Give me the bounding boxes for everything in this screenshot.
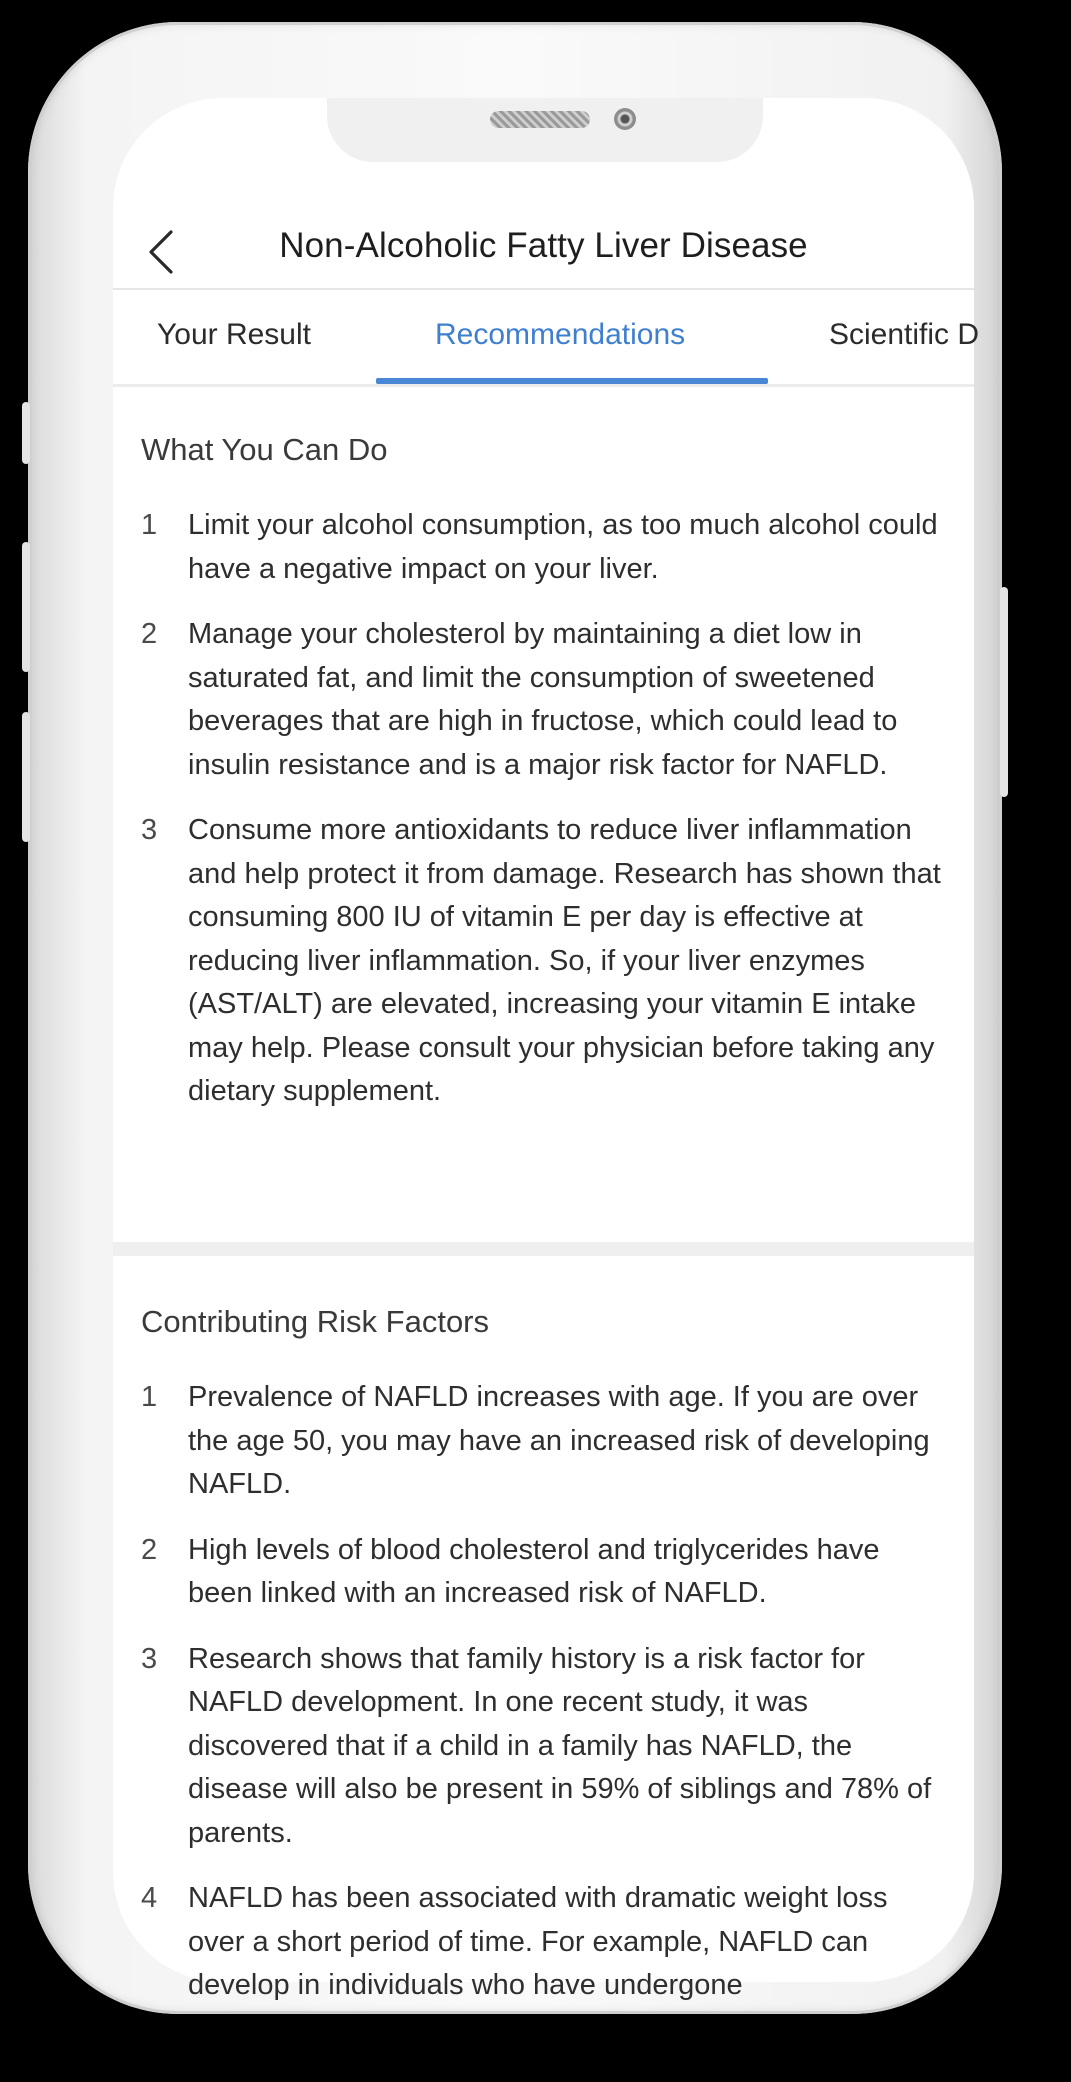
- app-header: [113, 208, 974, 288]
- list-item-number: 1: [141, 509, 158, 541]
- tab-recommendations[interactable]: Recommendations: [435, 318, 686, 351]
- list-item: [141, 1877, 941, 2008]
- tab-scientific-data[interactable]: Scientific D: [829, 318, 980, 351]
- tab-your-result[interactable]: Your Result: [157, 318, 311, 351]
- phone-notch: [327, 98, 763, 162]
- section-separator: [113, 1242, 974, 1256]
- list-item-text: Manage your cholesterol by maintaining a diet low in saturated fat, and limit the consumption of sweetened beverages that are high in fructose, which could lead to insulin resistance and is a major risk factor for NAFLD.: [188, 618, 898, 781]
- section-title-risk-factors: Contributing Risk Factors: [141, 1304, 490, 1339]
- speaker-grille: [490, 111, 590, 128]
- page-title: Non-Alcoholic Fatty Liver Disease: [279, 226, 808, 265]
- list-item-text: High levels of blood cholesterol and triglycerides have been linked with an increased risk of NAFLD.: [188, 1533, 880, 1609]
- list-item-text: Consume more antioxidants to reduce liver inflammation and help protect it from damage. Research has shown that consuming 800 IU of vitamin E per day is effective at reducing liver inflammation. So, if your liver enzymes (AST/ALT) are elevated, increasing your vitamin E intake may help. Please consult your physician before taking any dietary supplement.: [188, 814, 941, 1107]
- list-item-text: NAFLD has been associated with dramatic weight loss over a short period of time. For example, NAFLD can develop in individuals who have undergone: [188, 1882, 888, 2001]
- phone-side-button: [22, 402, 30, 464]
- list-item-number: 3: [141, 814, 158, 846]
- tab-bar: [113, 290, 980, 386]
- list-item: [141, 504, 941, 591]
- list-item: [141, 613, 941, 787]
- list-item: [141, 1638, 941, 1856]
- phone-side-button: [1000, 587, 1008, 797]
- list-item-number: 3: [141, 1642, 158, 1675]
- list-item: [141, 1529, 941, 1616]
- section-title-what-you-can-do: What You Can Do: [141, 432, 388, 467]
- list-item-text: Research shows that family history is a risk factor for NAFLD development. In one recent study, it was discovered that if a child in a family has NAFLD, the disease will also be present in 59% of siblings and 78% of parents.: [188, 1642, 932, 1849]
- phone-screen: [113, 98, 980, 2001]
- list-item: [141, 1376, 941, 1507]
- list-item-text: Prevalence of NAFLD increases with age. If you are over the age 50, you may have an increased risk of developing NAFLD.: [188, 1381, 930, 1500]
- list-item-text: Limit your alcohol consumption, as too much alcohol could have a negative impact on your liver.: [188, 509, 938, 585]
- list-item-number: 2: [141, 618, 158, 650]
- list-item-number: 2: [141, 1533, 158, 1566]
- recommendations-list: [141, 504, 941, 1136]
- phone-side-button: [22, 542, 30, 672]
- list-item-number: 4: [141, 1882, 158, 1914]
- phone-side-button: [22, 712, 30, 842]
- risk-factors-list: [141, 1376, 941, 2030]
- list-item: [141, 809, 941, 1114]
- phone-frame: [28, 22, 1002, 2014]
- tabs-divider: [113, 384, 974, 387]
- list-item-number: 1: [141, 1381, 158, 1413]
- front-camera: [614, 108, 636, 130]
